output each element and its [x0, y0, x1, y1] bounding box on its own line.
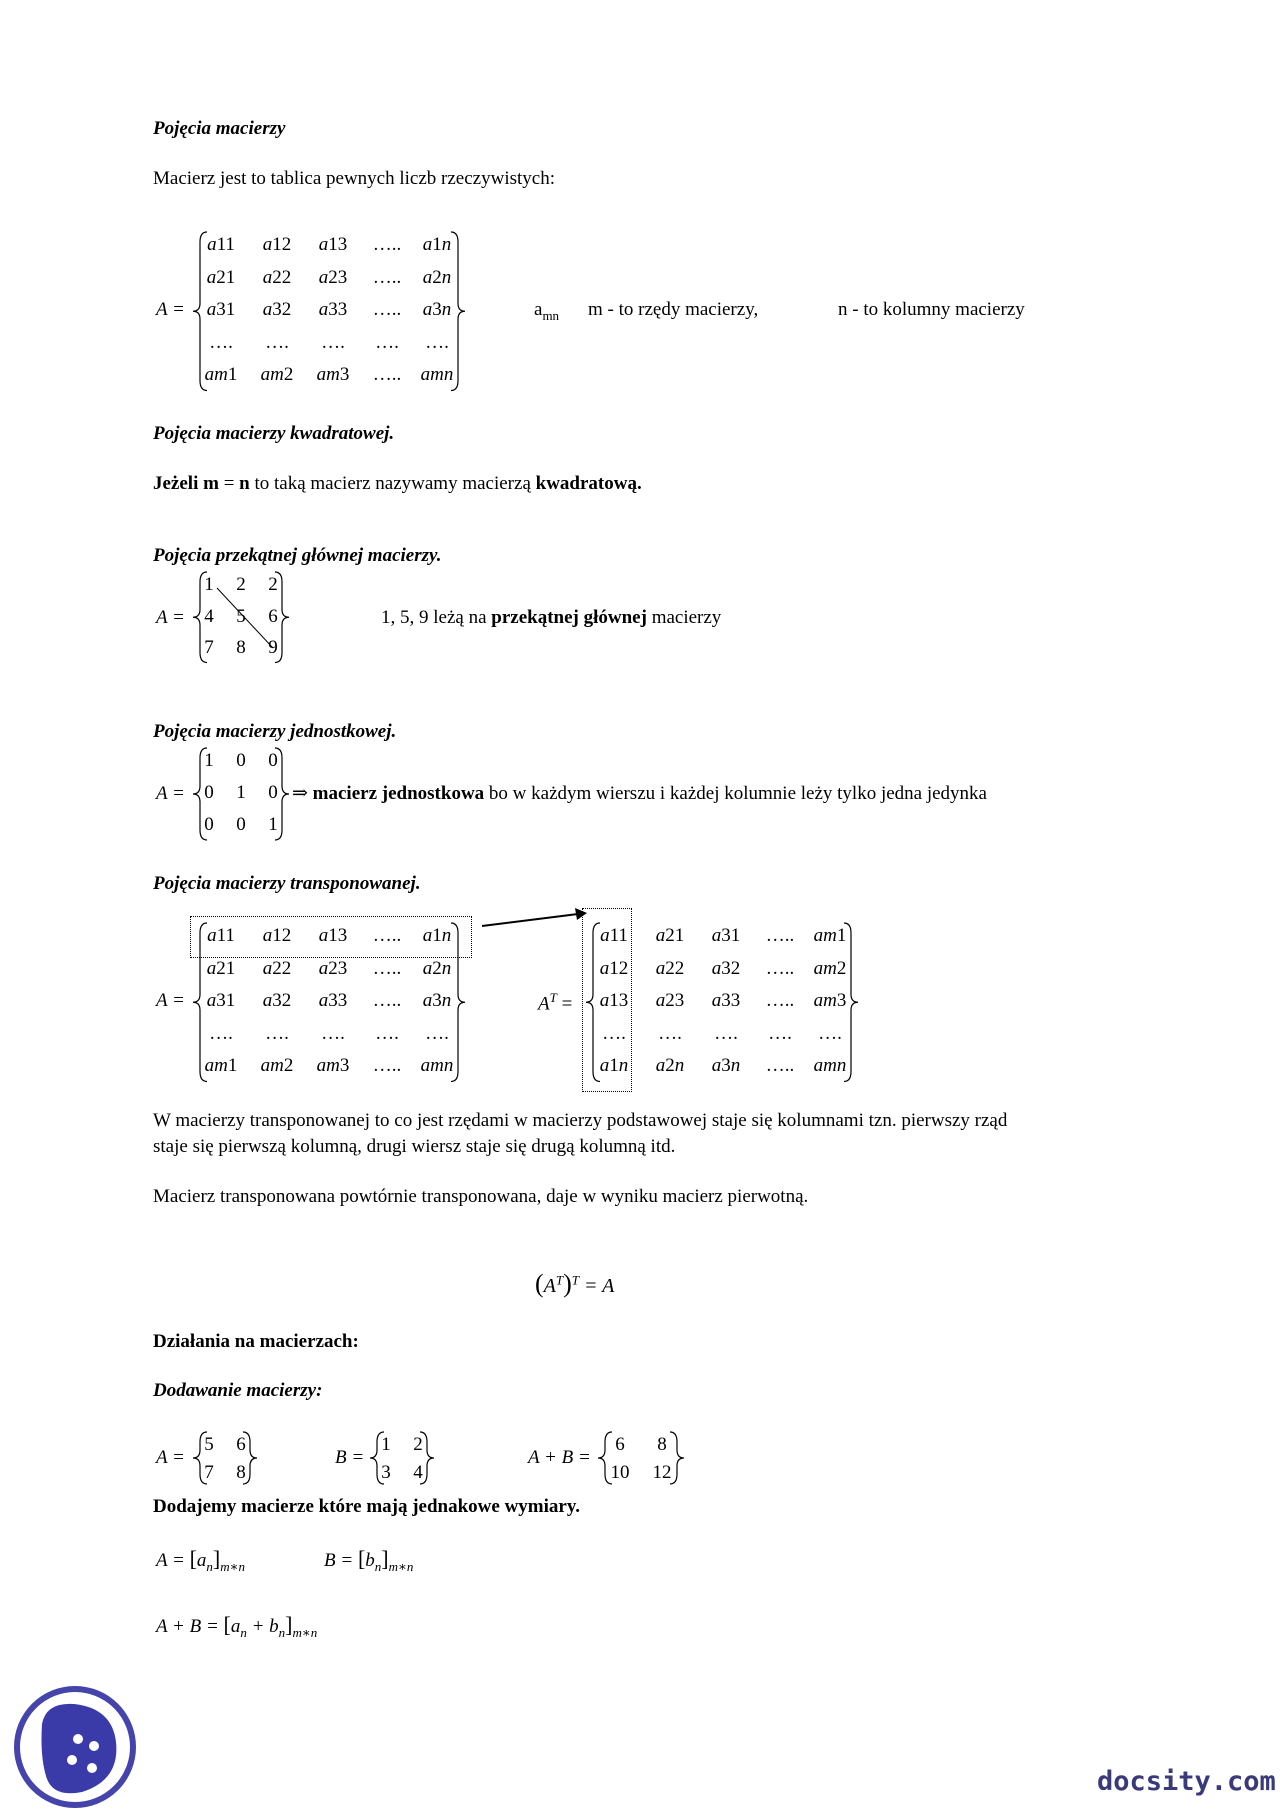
- note-columns: n - to kolumny macierzy: [838, 299, 1025, 320]
- matrix-cell: a22: [262, 957, 292, 979]
- matrix-cell: …..: [765, 1055, 795, 1076]
- heading-transposed-matrix: Pojęcia macierzy transponowanej.: [153, 873, 421, 894]
- matrix-cell: 2: [413, 1434, 423, 1455]
- matrix-cell: …..: [372, 299, 402, 320]
- matrix-cell: a21: [206, 266, 236, 288]
- matrix-cell: ….: [425, 331, 449, 353]
- matrix-cell: 1: [268, 814, 278, 835]
- matrix-cell: a33: [711, 990, 741, 1011]
- matrix-cell: a12: [599, 957, 629, 979]
- matrix-cell: 10: [610, 1462, 630, 1483]
- matrix-cell: a3n: [422, 990, 452, 1011]
- matrix-cell: ….: [321, 1022, 345, 1044]
- matrix-cell: am3: [316, 364, 350, 385]
- identity-description: ⇒ macierz jednostkowa bo w każdym wierszu i każdej kolumnie leży tylko jedna jedynka: [292, 783, 987, 804]
- matrix-cell: am1: [204, 364, 238, 385]
- matrix-cell: 8: [657, 1434, 667, 1455]
- matrix-cell: 2: [268, 574, 278, 595]
- amn-notation: $a_{mn}$: [534, 299, 560, 323]
- matrix-cell: amn: [420, 1055, 454, 1076]
- matrix-cell: a12: [262, 234, 292, 255]
- implies-arrow: ⇒: [292, 783, 308, 804]
- matrix-cell: ….: [714, 1022, 738, 1044]
- matrix-cell: a1n: [422, 925, 452, 946]
- matrix-cell: ….: [602, 1022, 626, 1044]
- diagonal-matrix: [197, 570, 285, 665]
- double-transpose-text: Macierz transponowana powtórnie transponowana, daje w wyniku macierz pierwotną.: [153, 1186, 809, 1207]
- matrix-cell: a2n: [422, 266, 452, 288]
- matrix-cell: a1n: [599, 1055, 629, 1076]
- matrix-cell: a23: [318, 957, 348, 979]
- matrix-cell: a33: [318, 990, 348, 1011]
- matrix-cell: 6: [236, 1434, 246, 1455]
- matrix-cell: a32: [711, 957, 741, 979]
- matrix-cell: 12: [652, 1462, 672, 1483]
- matrix-label: A =: [156, 607, 185, 628]
- heading-main-diagonal: Pojęcia przekątnej głównej macierzy.: [153, 545, 442, 566]
- transposed-label: $A^T$ =: [538, 990, 573, 1015]
- matrix-cell: a11: [600, 925, 628, 946]
- matrix-cell: …..: [765, 957, 795, 979]
- formula-a-dim: $A = [a_n]_{m∗n}$: [156, 1546, 245, 1574]
- matrix-sum: [602, 1430, 680, 1486]
- matrix-cell: a1n: [422, 234, 452, 255]
- matrix-cell: 2: [236, 574, 246, 595]
- transposed-explanation-line2: staje się pierwszą kolumną, drugi wiersz staje się drugą kolumną itd.: [153, 1136, 676, 1157]
- matrix-cell: a13: [599, 990, 629, 1011]
- matrix-cell: 4: [204, 605, 214, 627]
- matrix-cell: …..: [765, 990, 795, 1011]
- matrix-cell: a22: [262, 266, 292, 288]
- matrix-cell: a31: [206, 299, 236, 320]
- heading-addition: Dodawanie macierzy:: [153, 1380, 323, 1401]
- matrix-cell: a31: [711, 925, 741, 946]
- matrix-cell: 0: [236, 750, 246, 771]
- matrix-cell: a32: [262, 990, 292, 1011]
- matrix-cell: am2: [813, 957, 847, 979]
- matrix-cell: ….: [818, 1022, 842, 1044]
- matrix-cell: a3n: [422, 299, 452, 320]
- double-transpose-formula: $(A^T)^T = A$: [535, 1269, 615, 1298]
- addition-rule: Dodajemy macierze które mają jednakowe wymiary.: [153, 1496, 581, 1517]
- heading-matrix-concept: Pojęcia macierzy: [153, 118, 286, 139]
- matrix-cell: ….: [265, 331, 289, 353]
- matrix-cell: 0: [236, 814, 246, 835]
- matrix-cell: ….: [768, 1022, 792, 1044]
- matrix-cell: …..: [372, 364, 402, 385]
- matrix-cell: …..: [372, 925, 402, 946]
- matrix-cell: …..: [372, 266, 402, 288]
- matrix-cell: am2: [260, 364, 294, 385]
- identity-matrix: [197, 746, 285, 842]
- matrix-cell: ….: [209, 331, 233, 353]
- matrix-cell: a21: [655, 925, 685, 946]
- matrix-cell: am1: [813, 925, 847, 946]
- matrix-label: B =: [335, 1447, 365, 1468]
- matrix-cell: …..: [372, 990, 402, 1011]
- matrix-cell: am2: [260, 1055, 294, 1076]
- matrix-label: A =: [156, 1447, 185, 1468]
- matrix-cell: a13: [318, 234, 348, 255]
- heading-operations: Działania na macierzach:: [153, 1331, 359, 1352]
- matrix-cell: ….: [425, 1022, 449, 1044]
- intro-text: Macierz jest to tablica pewnych liczb rzeczywistych:: [153, 168, 555, 189]
- matrix-cell: ….: [658, 1022, 682, 1044]
- matrix-cell: ….: [209, 1022, 233, 1044]
- heading-square-matrix: Pojęcia macierzy kwadratowej.: [153, 423, 395, 444]
- matrix-cell: 6: [615, 1434, 625, 1455]
- matrix-cell: am1: [204, 1055, 238, 1076]
- sum-label: A + B =: [528, 1447, 591, 1468]
- matrix-cell: 0: [268, 750, 278, 771]
- note-rows: m - to rzędy macierzy,: [588, 299, 759, 320]
- matrix-cell: a23: [318, 266, 348, 288]
- transpose-arrow: [0, 0, 1, 1]
- matrix-cell: …..: [372, 234, 402, 255]
- matrix-cell: …..: [765, 925, 795, 946]
- matrix-cell: ….: [321, 331, 345, 353]
- matrix-cell: a32: [262, 299, 292, 320]
- matrix-cell: 8: [236, 1462, 246, 1483]
- matrix-cell: 5: [236, 605, 246, 627]
- matrix-cell: amn: [420, 364, 454, 385]
- heading-identity-matrix: Pojęcia macierzy jednostkowej.: [153, 721, 397, 742]
- matrix-cell: 4: [413, 1462, 423, 1483]
- matrix-cell: …..: [372, 957, 402, 979]
- first-row-highlight: [190, 916, 472, 958]
- matrix-cell: a2n: [655, 1055, 685, 1076]
- matrix-cell: a31: [206, 990, 236, 1011]
- matrix-cell: a11: [207, 925, 235, 946]
- matrix-cell: ….: [375, 1022, 399, 1044]
- docsity-logo-icon: [12, 1684, 138, 1810]
- transposed-explanation-line1: W macierzy transponowanej to co jest rzędami w macierzy podstawowej staje się kolumnami tzn. pierwszy rząd: [153, 1110, 1008, 1131]
- matrix-cell: am3: [813, 990, 847, 1011]
- matrix-cell: a3n: [711, 1055, 741, 1076]
- matrix-cell: ….: [265, 1022, 289, 1044]
- matrix-cell: 0: [204, 814, 214, 835]
- matrix-cell: a2n: [422, 957, 452, 979]
- matrix-cell: amn: [813, 1055, 847, 1076]
- matrix-cell: a21: [206, 957, 236, 979]
- matrix-label: A =: [156, 299, 185, 320]
- matrix-cell: 5: [204, 1434, 214, 1455]
- matrix-cell: a23: [655, 990, 685, 1011]
- matrix-cell: a22: [655, 957, 685, 979]
- matrix-b: [374, 1430, 430, 1486]
- matrix-cell: a13: [318, 925, 348, 946]
- matrix-cell: 8: [236, 637, 246, 658]
- matrix-cell: 6: [268, 605, 278, 627]
- diagonal-description: 1, 5, 9 leżą na przekątnej głównej macierzy: [381, 607, 722, 628]
- matrix-cell: 1: [381, 1434, 391, 1455]
- matrix-cell: 1: [204, 574, 214, 595]
- matrix-cell: ….: [375, 331, 399, 353]
- docsity-watermark: docsity.com: [1097, 1766, 1276, 1797]
- matrix-cell: a12: [262, 925, 292, 946]
- matrix-cell: 1: [236, 782, 246, 803]
- matrix-cell: 1: [204, 750, 214, 771]
- matrix-cell: 7: [204, 1462, 214, 1483]
- matrix-cell: 0: [268, 782, 278, 803]
- first-column-highlight: [582, 908, 632, 1092]
- matrix-cell: a33: [318, 299, 348, 320]
- matrix-a: [197, 1430, 253, 1486]
- matrix-label: A =: [156, 990, 185, 1011]
- matrix-cell: 3: [381, 1462, 391, 1483]
- general-matrix: [197, 230, 461, 393]
- formula-sum-dim: $A + B = [a_n + b_n]_{m∗n}$: [156, 1612, 318, 1640]
- matrix-cell: …..: [372, 1055, 402, 1076]
- matrix-cell: am3: [316, 1055, 350, 1076]
- matrix-cell: 0: [204, 782, 214, 803]
- matrix-cell: 9: [268, 637, 278, 658]
- matrix-label: A =: [156, 783, 185, 804]
- formula-b-dim: $B = [b_n]_{m∗n}$: [324, 1546, 414, 1574]
- matrix-cell: a11: [207, 234, 235, 255]
- matrix-cell: 7: [204, 637, 214, 658]
- square-matrix-text: Jeżeli m = n to taką macierz nazywamy macierzą kwadratową.: [153, 473, 642, 494]
